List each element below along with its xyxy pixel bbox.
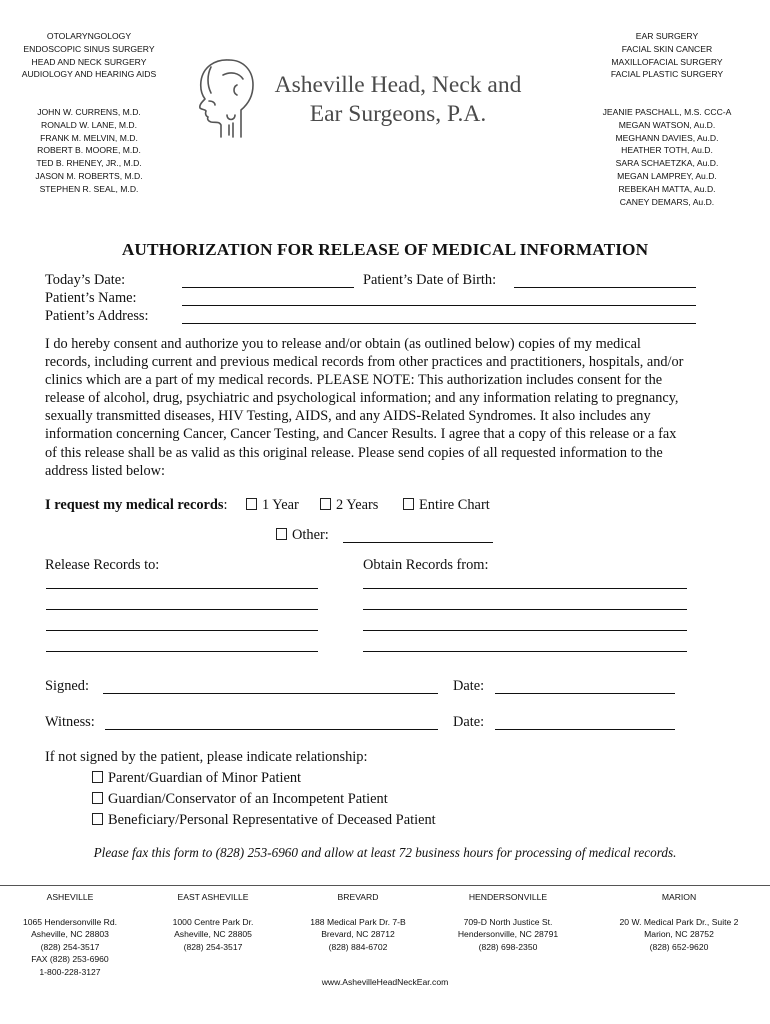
- obtain-from-line[interactable]: [363, 609, 687, 610]
- relationship-prompt: If not signed by the patient, please indicate relationship:: [45, 749, 368, 765]
- audiologist-name: MEGAN LAMPREY, Au.D.: [617, 170, 717, 181]
- office-tollfree: 1-800-228-3127: [39, 966, 101, 977]
- office-phone: (828) 884-6702: [328, 941, 388, 952]
- option-2-years-label: 2 Years: [336, 497, 379, 513]
- office-phone: (828) 652-9620: [649, 941, 709, 952]
- dob-label: Patient’s Date of Birth:: [363, 272, 497, 288]
- website-link[interactable]: www.AshevilleHeadNeckEar.com: [321, 977, 449, 987]
- signed-date-field[interactable]: [495, 693, 675, 694]
- office-city: Hendersonville, NC 28791: [457, 929, 559, 940]
- relationship-option-label: Parent/Guardian of Minor Patient: [108, 770, 302, 786]
- audiologist-name: CANEY DEMARS, Au.D.: [619, 196, 715, 207]
- audiologists-list: [582, 106, 752, 208]
- relationship-option-label: Beneficiary/Personal Representative of Deceased Patient: [108, 812, 436, 828]
- consent-line: clinics which are a part of my medical records. PLEASE NOTE: This authorization includes consent for the: [45, 372, 663, 389]
- audiologist-name: MEGAN WATSON, Au.D.: [618, 119, 716, 130]
- office-asheville: [0, 891, 140, 979]
- practice-name-line1: Asheville Head, Neck and: [274, 72, 522, 98]
- physician-name: JOHN W. CURRENS, M.D.: [37, 107, 141, 117]
- obtain-from-line[interactable]: [363, 588, 687, 589]
- signed-date-label: Date:: [453, 678, 485, 694]
- specialties-list-left: [10, 30, 168, 81]
- specialty-item: EAR SURGERY: [635, 31, 699, 41]
- relationship-option-conservator[interactable]: [92, 791, 388, 808]
- specialty-item: AUDIOLOGY AND HEARING AIDS: [21, 69, 157, 80]
- other-field[interactable]: [343, 542, 493, 543]
- consent-line: sexually transmitted diseases, HIV Testing, AIDS, and any AIDS-Related Syndromes. It also includes any: [45, 408, 651, 425]
- office-marion: [600, 891, 758, 953]
- audiologist-name: SARA SCHAETZKA, Au.D.: [615, 158, 719, 169]
- dob-field[interactable]: [514, 287, 696, 288]
- office-name: BREVARD: [337, 892, 379, 902]
- patient-name-field[interactable]: [182, 305, 696, 306]
- consent-line: of this release shall be as valid as this original release. Please send copies of all requested information to the: [45, 444, 663, 461]
- office-address: 20 W. Medical Park Dr., Suite 2: [619, 916, 739, 927]
- audiologist-name: JEANIE PASCHALL, M.S. CCC-A: [602, 107, 732, 117]
- physician-name: STEPHEN R. SEAL, M.D.: [39, 183, 139, 194]
- consent-line: information concerning Cancer, Cancer Testing, and Cancer Results. I agree that a copy of this release or a fax: [45, 426, 677, 443]
- patient-address-label: Patient’s Address:: [45, 308, 149, 324]
- relationship-option-beneficiary[interactable]: [92, 812, 436, 829]
- option-entire-chart[interactable]: [403, 497, 490, 514]
- specialty-item: MAXILLOFACIAL SURGERY: [611, 56, 723, 67]
- specialty-item: OTOLARYNGOLOGY: [46, 31, 132, 41]
- physician-name: ROBERT B. MOORE, M.D.: [37, 145, 141, 156]
- option-2-years[interactable]: [320, 497, 378, 514]
- checkbox-parent-guardian[interactable]: [92, 771, 103, 783]
- checkbox-2-years[interactable]: [320, 498, 331, 510]
- option-1-year-label: 1 Year: [262, 497, 299, 513]
- signed-label: Signed:: [45, 678, 89, 694]
- physician-name: JASON M. ROBERTS, M.D.: [35, 170, 143, 181]
- consent-line: release of alcohol, drug, psychiatric and psychological information; and any information relating to pregnancy,: [45, 390, 679, 407]
- office-name: HENDERSONVILLE: [468, 892, 548, 902]
- head-profile-logo-icon: [193, 55, 273, 139]
- option-entire-chart-label: Entire Chart: [419, 497, 490, 513]
- office-name: ASHEVILLE: [46, 892, 94, 902]
- fax-instructions: Please fax this form to (828) 253-6960 and allow at least 72 business hours for processing of medical records.: [93, 845, 677, 860]
- signature-field[interactable]: [103, 693, 438, 694]
- relationship-option-parent[interactable]: [92, 770, 301, 787]
- office-name: EAST ASHEVILLE: [177, 892, 249, 902]
- physician-name: RONALD W. LANE, M.D.: [41, 119, 137, 130]
- audiologist-name: REBEKAH MATTA, Au.D.: [618, 183, 716, 194]
- physicians-list: [10, 106, 168, 196]
- office-name: MARION: [661, 892, 697, 902]
- office-hendersonville: [438, 891, 578, 953]
- office-brevard: [288, 891, 428, 953]
- release-to-line[interactable]: [46, 651, 318, 652]
- office-city: Brevard, NC 28712: [321, 929, 395, 940]
- specialties-list-right: [588, 30, 746, 81]
- obtain-from-line[interactable]: [363, 651, 687, 652]
- option-other[interactable]: [276, 527, 329, 544]
- witness-date-label: Date:: [453, 714, 485, 730]
- release-to-line[interactable]: [46, 630, 318, 631]
- relationship-option-label: Guardian/Conservator of an Incompetent Patient: [108, 791, 388, 807]
- office-address: 1065 Hendersonville Rd.: [22, 916, 118, 927]
- office-phone: (828) 254-3517: [40, 941, 100, 952]
- witness-field[interactable]: [105, 729, 438, 730]
- physician-name: TED B. RHENEY, JR., M.D.: [36, 158, 142, 169]
- office-city: Asheville, NC 28805: [174, 929, 252, 940]
- office-address: 1000 Centre Park Dr.: [172, 916, 254, 927]
- form-title: AUTHORIZATION FOR RELEASE OF MEDICAL INFORMATION: [121, 240, 649, 259]
- patient-address-field[interactable]: [182, 323, 696, 324]
- todays-date-field[interactable]: [182, 287, 354, 288]
- consent-line: I do hereby consent and authorize you to release and/or obtain (as outlined below) copies of my medical: [45, 336, 641, 352]
- office-address: 709-D North Justice St.: [463, 916, 553, 927]
- checkbox-other[interactable]: [276, 528, 287, 540]
- specialty-item: ENDOSCOPIC SINUS SURGERY: [23, 43, 155, 54]
- office-east-asheville: [143, 891, 283, 953]
- office-city: Asheville, NC 28803: [31, 929, 109, 940]
- witness-label: Witness:: [45, 714, 95, 730]
- obtain-from-line[interactable]: [363, 630, 687, 631]
- checkbox-entire-chart[interactable]: [403, 498, 414, 510]
- office-address: 188 Medical Park Dr. 7-B: [310, 916, 406, 927]
- audiologist-name: HEATHER TOTH, Au.D.: [621, 145, 713, 156]
- physician-name: FRANK M. MELVIN, M.D.: [40, 132, 138, 143]
- consent-paragraph: [45, 335, 735, 480]
- request-label: I request my medical records: [45, 497, 224, 513]
- office-fax: FAX (828) 253-6960: [31, 954, 109, 965]
- audiologist-name: MEGHANN DAVIES, Au.D.: [615, 132, 719, 143]
- obtain-from-label: Obtain Records from:: [363, 557, 489, 573]
- practice-name-line2: Ear Surgeons, P.A.: [309, 101, 487, 127]
- option-1-year[interactable]: [246, 497, 299, 514]
- practice-name: [273, 71, 523, 129]
- specialty-item: FACIAL PLASTIC SURGERY: [610, 69, 724, 80]
- office-phone: (828) 698-2350: [478, 941, 538, 952]
- option-other-label: Other:: [292, 527, 329, 543]
- witness-date-field[interactable]: [495, 729, 675, 730]
- consent-line: address listed below:: [45, 462, 165, 479]
- release-to-label: Release Records to:: [45, 557, 160, 573]
- office-city: Marion, NC 28752: [644, 929, 714, 940]
- footer-divider: [0, 885, 770, 886]
- consent-line: records, including current and previous medical records from other practices and practitioners, hospitals, and/or: [45, 354, 684, 371]
- patient-name-label: Patient’s Name:: [45, 290, 137, 306]
- todays-date-label: Today’s Date:: [45, 272, 126, 288]
- specialty-item: FACIAL SKIN CANCER: [621, 43, 713, 54]
- request-colon: :: [223, 497, 228, 513]
- office-phone: (828) 254-3517: [183, 941, 243, 952]
- checkbox-guardian-conservator[interactable]: [92, 792, 103, 804]
- checkbox-beneficiary[interactable]: [92, 813, 103, 825]
- release-to-line[interactable]: [46, 588, 318, 589]
- request-row: [45, 497, 228, 514]
- release-to-line[interactable]: [46, 609, 318, 610]
- checkbox-1-year[interactable]: [246, 498, 257, 510]
- specialty-item: HEAD AND NECK SURGERY: [31, 56, 147, 67]
